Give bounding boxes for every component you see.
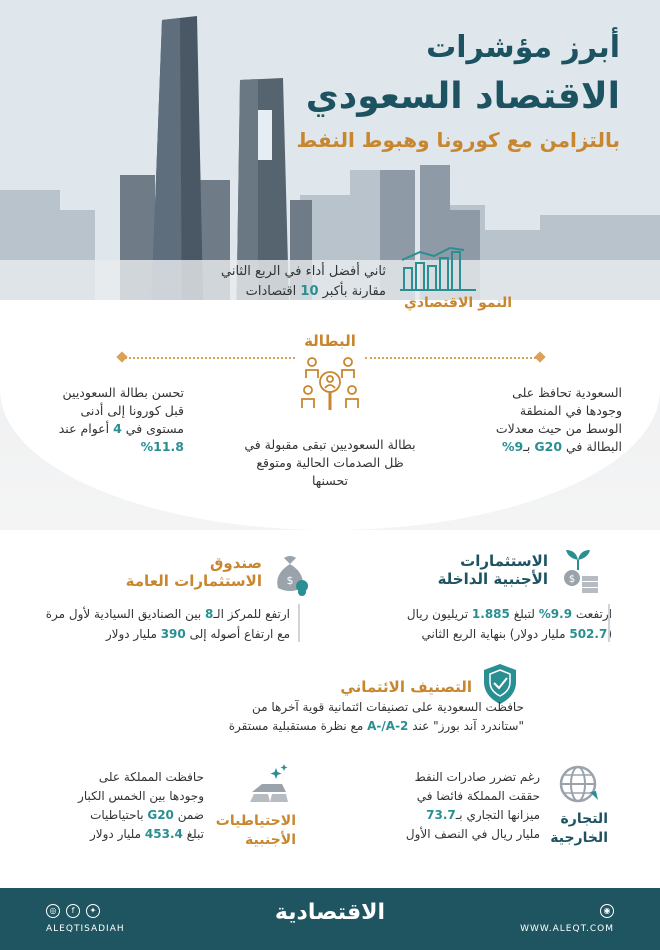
growth-line2-post: اقتصادات xyxy=(245,284,301,299)
unemp-left-pre: تحسن بطالة السعوديين قبل كورونا إلى أدنى مستوى في xyxy=(62,385,184,436)
unemp-right-g20: G20 xyxy=(534,439,563,454)
fdi-label-line1: الاستثمارات xyxy=(460,552,548,570)
trade-post: مليار ريال في النصف الأول xyxy=(405,827,540,841)
reserves-text xyxy=(78,768,204,844)
unemp-left-pct: 11.8% xyxy=(140,439,184,454)
unemp-right-pct: 9% xyxy=(502,439,524,454)
rating-line1: حافظت السعودية على تصنيفات ائتمانية قوية آخرها من xyxy=(252,700,524,714)
footer-logo: الاقتصادية xyxy=(274,900,386,925)
reserves-label-line1: الاحتياطيات xyxy=(215,813,296,829)
pif-bracket xyxy=(294,604,300,642)
unemployment-left-text xyxy=(44,384,184,456)
fdi-label-line2: الأجنبية الداخلة xyxy=(437,570,548,588)
pif-label xyxy=(96,554,262,590)
fdi-mid: لتبلغ xyxy=(509,607,539,621)
reserves-label-line2: الأجنبية xyxy=(245,832,296,848)
fdi-pre: ارتفعت xyxy=(572,607,612,621)
fdi-line1 xyxy=(372,604,612,624)
pif-text xyxy=(40,604,290,644)
rating-text xyxy=(154,698,524,736)
rating-grade: A-/A-2 xyxy=(367,719,409,733)
money-bag-icon xyxy=(270,550,310,596)
divider-left xyxy=(120,357,295,359)
instagram-icon[interactable]: ◎ xyxy=(46,904,60,918)
fdi-pct: 9.9% xyxy=(538,607,573,621)
fdi-bracket xyxy=(604,604,610,642)
reserves-g20: G20 xyxy=(147,808,174,822)
pif-rank: 8 xyxy=(205,607,214,621)
twitter-icon[interactable]: ✦ xyxy=(86,904,100,918)
fdi-amount: 1.885 xyxy=(471,607,510,621)
unemp-left-mid: أعوام عند xyxy=(58,421,114,436)
subtitle: بالتزامن مع كورونا وهبوط النفط xyxy=(296,128,620,152)
growth-text xyxy=(190,262,386,302)
fdi-text xyxy=(372,604,612,644)
pif-pre: ارتفع للمركز الـ xyxy=(213,607,290,621)
unemployment-right-text xyxy=(482,384,622,456)
plant-coins-icon xyxy=(556,548,600,594)
pif-label-line1: صندوق xyxy=(209,554,262,572)
growth-label: النمو الاقتصادي xyxy=(404,295,512,311)
pif-post: مليار دولار xyxy=(105,627,161,641)
trade-amount: 73.7 xyxy=(426,808,456,822)
pif-label-line2: الاستثمارات العامة xyxy=(125,572,262,590)
trade-text xyxy=(400,768,540,844)
rating-line2-post: مع نظرة مستقبلية مستقرة xyxy=(228,719,368,733)
growth-chart-icon xyxy=(398,246,480,292)
globe-icon xyxy=(556,762,600,806)
footer xyxy=(0,888,660,950)
fdi-post: تريليون ريال xyxy=(406,607,472,621)
title-line1: أبرز مؤشرات xyxy=(426,30,620,65)
trade-label-line2: الخارجية xyxy=(550,830,608,846)
unemp-right-pre: السعودية تحافظ على وجودها في المنطقة الوسط من حيث معدلات البطالة في xyxy=(495,385,622,454)
growth-line2 xyxy=(190,282,386,302)
unemployment-center-text: بطالة السعوديين تبقى مقبولة في ظل الصدمات الحالية ومتوقع تحسنها xyxy=(244,437,416,488)
reserves-mid: باحتياطيات تبلغ xyxy=(90,808,204,841)
reserves-post: مليار دولار xyxy=(90,827,145,841)
reserves-amount: 453.4 xyxy=(144,827,183,841)
svg-text:$: $ xyxy=(286,574,294,587)
facebook-icon[interactable]: f xyxy=(66,904,80,918)
unemp-left-num: 4 xyxy=(113,421,122,436)
growth-num: 10 xyxy=(300,284,319,299)
rating-line2 xyxy=(154,717,524,736)
growth-line1: ثاني أفضل أداء في الربع الثاني xyxy=(220,264,386,279)
unemployment-label: البطالة xyxy=(304,332,356,350)
rating-line2-pre: "ستاندرد آند بورز" عند xyxy=(408,719,524,733)
fdi-line2-num: 502.7 xyxy=(569,627,608,641)
title-line2: الاقتصاد السعودي xyxy=(305,76,620,117)
footer-website[interactable]: WWW.ALEQT.COM xyxy=(520,924,614,934)
gold-bars-icon xyxy=(246,762,290,806)
pif-mid: بين الصناديق السيادية لأول مرة مع ارتفاع أصوله إلى xyxy=(45,607,290,641)
divider-right xyxy=(365,357,540,359)
reserves-pre: حافظت المملكة على وجودها بين الخمس الكبار ضمن xyxy=(78,770,204,822)
web-icon[interactable]: ◉ xyxy=(600,904,614,918)
growth-line2-pre: مقارنة بأكبر xyxy=(318,284,386,299)
reserves-label xyxy=(210,812,296,850)
fdi-line2 xyxy=(372,624,612,644)
fdi-line2-post: مليار دولار) بنهاية الربع الثاني xyxy=(421,627,570,641)
footer-handle[interactable]: ALEQTISADIAH xyxy=(46,924,125,934)
rating-label: التصنيف الائتماني xyxy=(340,678,472,696)
fdi-label xyxy=(380,552,548,588)
people-search-icon xyxy=(298,352,362,414)
trade-label-line1: التجارة xyxy=(560,811,608,827)
pif-amount: 390 xyxy=(160,627,186,641)
trade-pre: رغم تضرر صادرات النفط حققت المملكة فائضا في ميزانها التجاري بـ xyxy=(414,770,540,822)
unemp-right-mid: بـ xyxy=(523,439,535,454)
fdi-line2-pre: ( xyxy=(607,627,612,641)
svg-text:$: $ xyxy=(568,574,576,585)
